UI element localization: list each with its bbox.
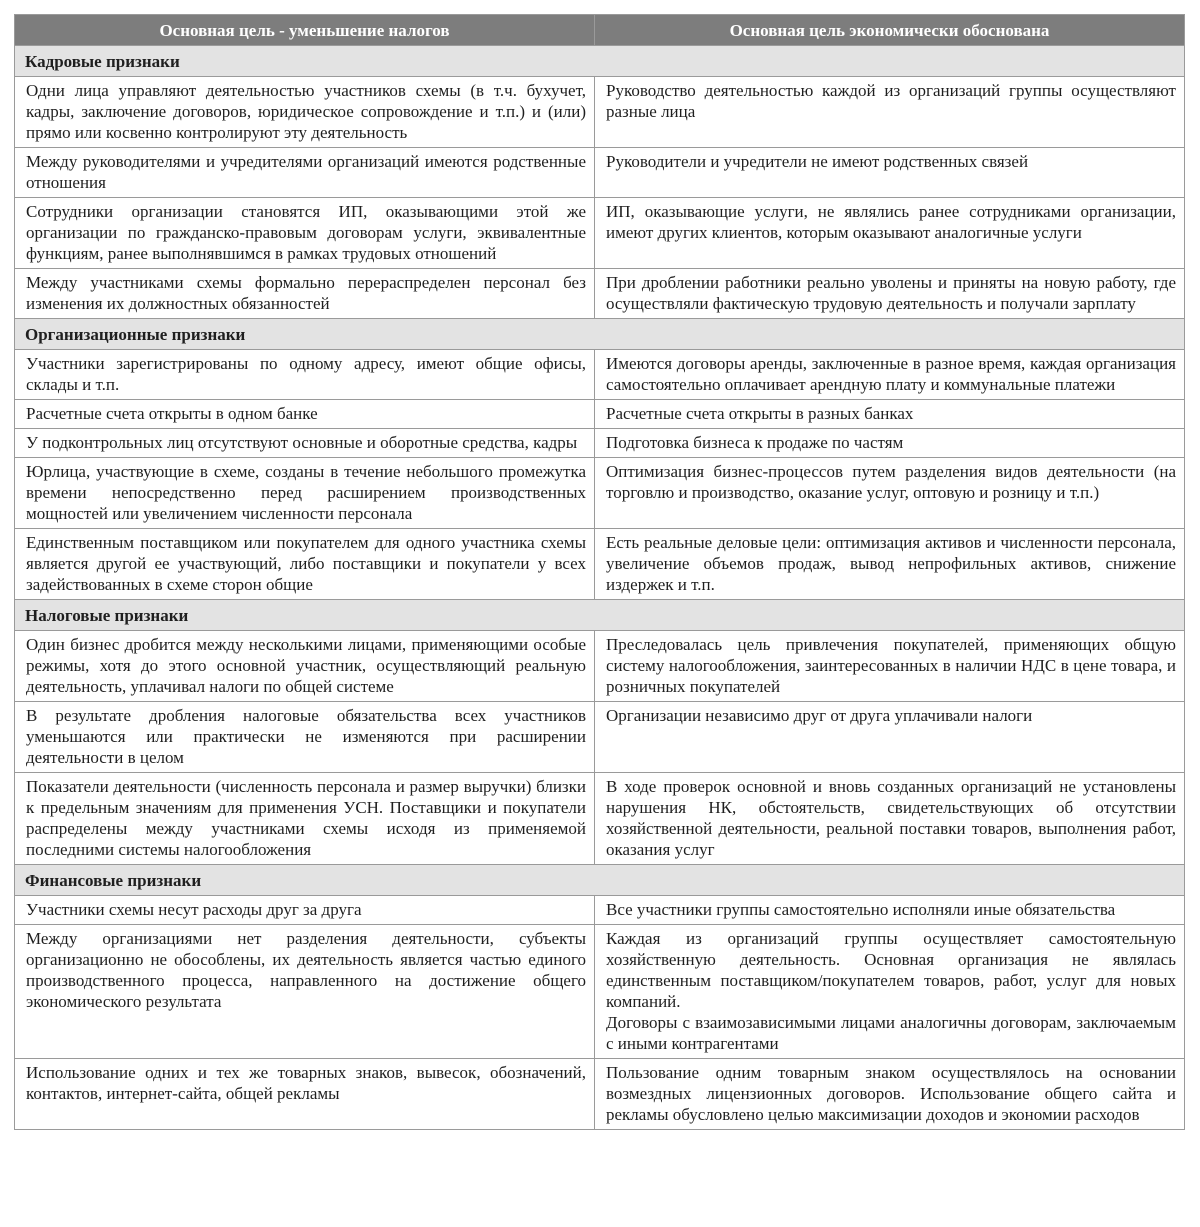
left-cell: Участники схемы несут расходы друг за друга xyxy=(15,896,595,925)
table-row xyxy=(15,198,1185,269)
right-cell: При дроблении работники реально уволены и приняты на новую работу, где осуществляли фактическую трудовую деятельность и получали зарплату xyxy=(595,269,1185,319)
table-row xyxy=(15,458,1185,529)
section-title: Организационные признаки xyxy=(15,319,1185,350)
left-cell: Между руководителями и учредителями организаций имеются родственные отношения xyxy=(15,148,595,198)
comparison-table-container xyxy=(14,14,1184,1130)
right-cell: Расчетные счета открыты в разных банках xyxy=(595,400,1185,429)
right-cell: Оптимизация бизнес-процессов путем разделения видов деятельности (на торговлю и производство, оказание услуг, оптовую и розницу и т.п.) xyxy=(595,458,1185,529)
right-cell: Есть реальные деловые цели: оптимизация активов и численности персонала, увеличение объемов продаж, вывод непрофильных активов, снижение издержек и т.п. xyxy=(595,529,1185,600)
left-cell: Юрлица, участвующие в схеме, созданы в течение небольшого промежутка времени непосредственно перед расширением производственных мощностей или увеличением численности персонала xyxy=(15,458,595,529)
left-cell: В результате дробления налоговые обязательства всех участников уменьшаются или практически не изменяются при расширении деятельности в целом xyxy=(15,702,595,773)
table-row xyxy=(15,1059,1185,1130)
header-row xyxy=(15,15,1185,46)
left-cell: Между организациями нет разделения деятельности, субъекты организационно не обособлены, их деятельность является частью единого производственного процесса, направленного на достижение общего экономического результата xyxy=(15,925,595,1059)
left-cell: Показатели деятельности (численность персонала и размер выручки) близки к предельным значениям для применения УСН. Поставщики и покупатели распределены между участниками схемы исходя из применяемой последними системы налогообложения xyxy=(15,773,595,865)
table-row xyxy=(15,77,1185,148)
left-cell: Единственным поставщиком или покупателем для одного участника схемы является другой ее участвующий, либо поставщики и покупатели у всех задействованных в схеме сторон общие xyxy=(15,529,595,600)
left-cell: Между участниками схемы формально перераспределен персонал без изменения их должностных обязанностей xyxy=(15,269,595,319)
table-row xyxy=(15,269,1185,319)
section-row-financial xyxy=(15,865,1185,896)
comparison-table xyxy=(14,14,1185,1130)
right-cell-paragraph: Договоры с взаимозависимыми лицами аналогичны договорам, заключаемым с иными контрагентами xyxy=(606,1013,1176,1053)
right-cell: Организации независимо друг от друга уплачивали налоги xyxy=(595,702,1185,773)
left-cell: Одни лица управляют деятельностью участников схемы (в т.ч. бухучет, кадры, заключение договоров, юридическое сопровождение и т.п.) и (или) прямо или косвенно контролируют эту деятельность xyxy=(15,77,595,148)
right-cell-paragraph: Каждая из организаций группы осуществляет самостоятельную хозяйственную деятельность. Основная организация не являлась единственным поставщиком/покупателем товаров, работ, услуг для новых компаний. xyxy=(606,929,1176,1011)
section-row-personnel xyxy=(15,46,1185,77)
left-cell: Один бизнес дробится между несколькими лицами, применяющими особые режимы, хотя до этого основной участник, осуществляющий реальную деятельность, уплачивал налоги по общей системе xyxy=(15,631,595,702)
left-cell: Участники зарегистрированы по одному адресу, имеют общие офисы, склады и т.п. xyxy=(15,350,595,400)
section-row-tax xyxy=(15,600,1185,631)
right-cell: Все участники группы самостоятельно исполняли иные обязательства xyxy=(595,896,1185,925)
table-row xyxy=(15,896,1185,925)
table-row xyxy=(15,631,1185,702)
right-cell: Руководство деятельностью каждой из организаций группы осуществляют разные лица xyxy=(595,77,1185,148)
section-title: Налоговые признаки xyxy=(15,600,1185,631)
section-title: Финансовые признаки xyxy=(15,865,1185,896)
right-cell: В ходе проверок основной и вновь созданных организаций не установлены нарушения НК, обстоятельств, свидетельствующих об отсутствии хозяйственной деятельности, реальной поставки товаров, выполнения работ, оказания услуг xyxy=(595,773,1185,865)
table-row xyxy=(15,350,1185,400)
table-row xyxy=(15,429,1185,458)
right-cell: Руководители и учредители не имеют родственных связей xyxy=(595,148,1185,198)
left-cell: Сотрудники организации становятся ИП, оказывающими этой же организации по гражданско-правовым договорам услуги, эквивалентные функциям, ранее выполнявшимся в рамках трудовых отношений xyxy=(15,198,595,269)
right-cell: Подготовка бизнеса к продаже по частям xyxy=(595,429,1185,458)
section-title: Кадровые признаки xyxy=(15,46,1185,77)
header-col-tax-reduction: Основная цель - уменьшение налогов xyxy=(15,15,595,46)
table-row xyxy=(15,925,1185,1059)
left-cell: Расчетные счета открыты в одном банке xyxy=(15,400,595,429)
table-row xyxy=(15,773,1185,865)
right-cell: Преследовалась цель привлечения покупателей, применяющих общую систему налогообложения, заинтересованных в наличии НДС в цене товара, и розничных покупателей xyxy=(595,631,1185,702)
header-col-economic-justification: Основная цель экономически обоснована xyxy=(595,15,1185,46)
table-row xyxy=(15,400,1185,429)
right-cell: ИП, оказывающие услуги, не являлись ранее сотрудниками организации, имеют других клиентов, которым оказывают аналогичные услуги xyxy=(595,198,1185,269)
table-row xyxy=(15,529,1185,600)
left-cell: У подконтрольных лиц отсутствуют основные и оборотные средства, кадры xyxy=(15,429,595,458)
section-row-organizational xyxy=(15,319,1185,350)
table-row xyxy=(15,702,1185,773)
right-cell: Пользование одним товарным знаком осуществлялось на основании возмездных лицензионных договоров. Использование общего сайта и рекламы обусловлено целью максимизации доходов и экономии расходов xyxy=(595,1059,1185,1130)
right-cell: Имеются договоры аренды, заключенные в разное время, каждая организация самостоятельно оплачивает арендную плату и коммунальные платежи xyxy=(595,350,1185,400)
table-row xyxy=(15,148,1185,198)
right-cell xyxy=(595,925,1185,1059)
left-cell: Использование одних и тех же товарных знаков, вывесок, обозначений, контактов, интернет-сайта, общей рекламы xyxy=(15,1059,595,1130)
